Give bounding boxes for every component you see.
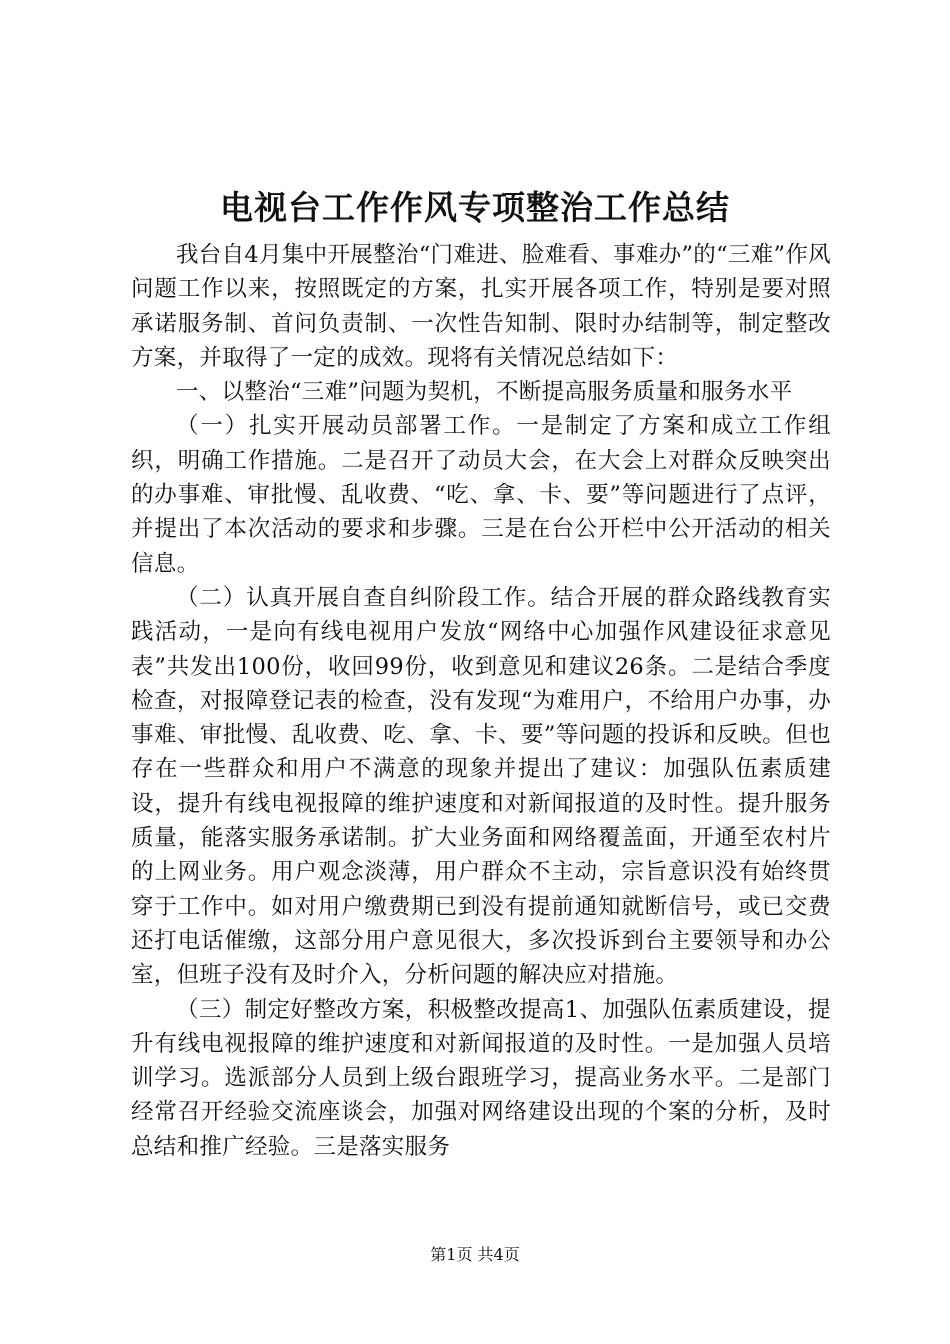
page-footer: 第1页 共4页 [430, 1245, 520, 1264]
paragraph-intro: 我台自4月集中开展整治“门难进、脸难看、事难办”的“三难”作风问题工作以来，按照既定的方案，扎实开展各项工作，特别是要对照承诺服务制、首问负责制、一次性告知制、限时办结制等，制定整改方案，并取得了一定的成效。现将有关情况总结如下： [131, 242, 831, 371]
paragraph-item-1: （一）扎实开展动员部署工作。一是制定了方案和成立工作组织，明确工作措施。二是召开了动员大会，在大会上对群众反映突出的办事难、审批慢、乱收费、“吃、拿、卡、要”等问题进行了点评，并提出了本次活动的要求和步骤。三是在台公开栏中公开活动的相关信息。 [131, 413, 831, 577]
paragraph-item-3: （三）制定好整改方案，积极整改提高1、加强队伍素质建设，提升有线电视报障的维护速度和对新闻报道的及时性。一是加强人员培训学习。选派部分人员到上级台跟班学习，提高业务水平。二是部门经常召开经验交流座谈会，加强对网络建设出现的个案的分析，及时总结和推广经验。三是落实服务 [131, 996, 831, 1160]
document-title: 电视台工作作风专项整治工作总结 [220, 188, 730, 227]
paragraph-section-1-heading: 一、以整治“三难”问题为契机，不断提高服务质量和服务水平 [176, 379, 793, 406]
paragraph-item-2: （二）认真开展自查自纠阶段工作。结合开展的群众路线教育实践活动，一是向有线电视用户发放“网络中心加强作风建设征求意见表”共发出100份，收回99份，收到意见和建议26条。二是结合季度检查，对报障登记表的检查，没有发现“为难用户，不给用户办事，办事难、审批慢、乱收费、吃、拿、卡、要”等问题的投诉和反映。但也存在一些群众和用户不满意的现象并提出了建议：加强队伍素质建设，提升有线电视报障的维护速度和对新闻报道的及时性。提升服务质量，能落实服务承诺制。扩大业务面和网络覆盖面，开通至农村片的上网业务。用户观念淡薄，用户群众不主动，宗旨意识没有始终贯穿于工作中。如对用户缴费期已到没有提前通知就断信号，或已交费还打电话催缴，这部分用户意见很大，多次投诉到台主要领导和办公室，但班子没有及时介入，分析问题的解决应对措施。 [131, 584, 831, 989]
document-body [131, 238, 831, 1164]
